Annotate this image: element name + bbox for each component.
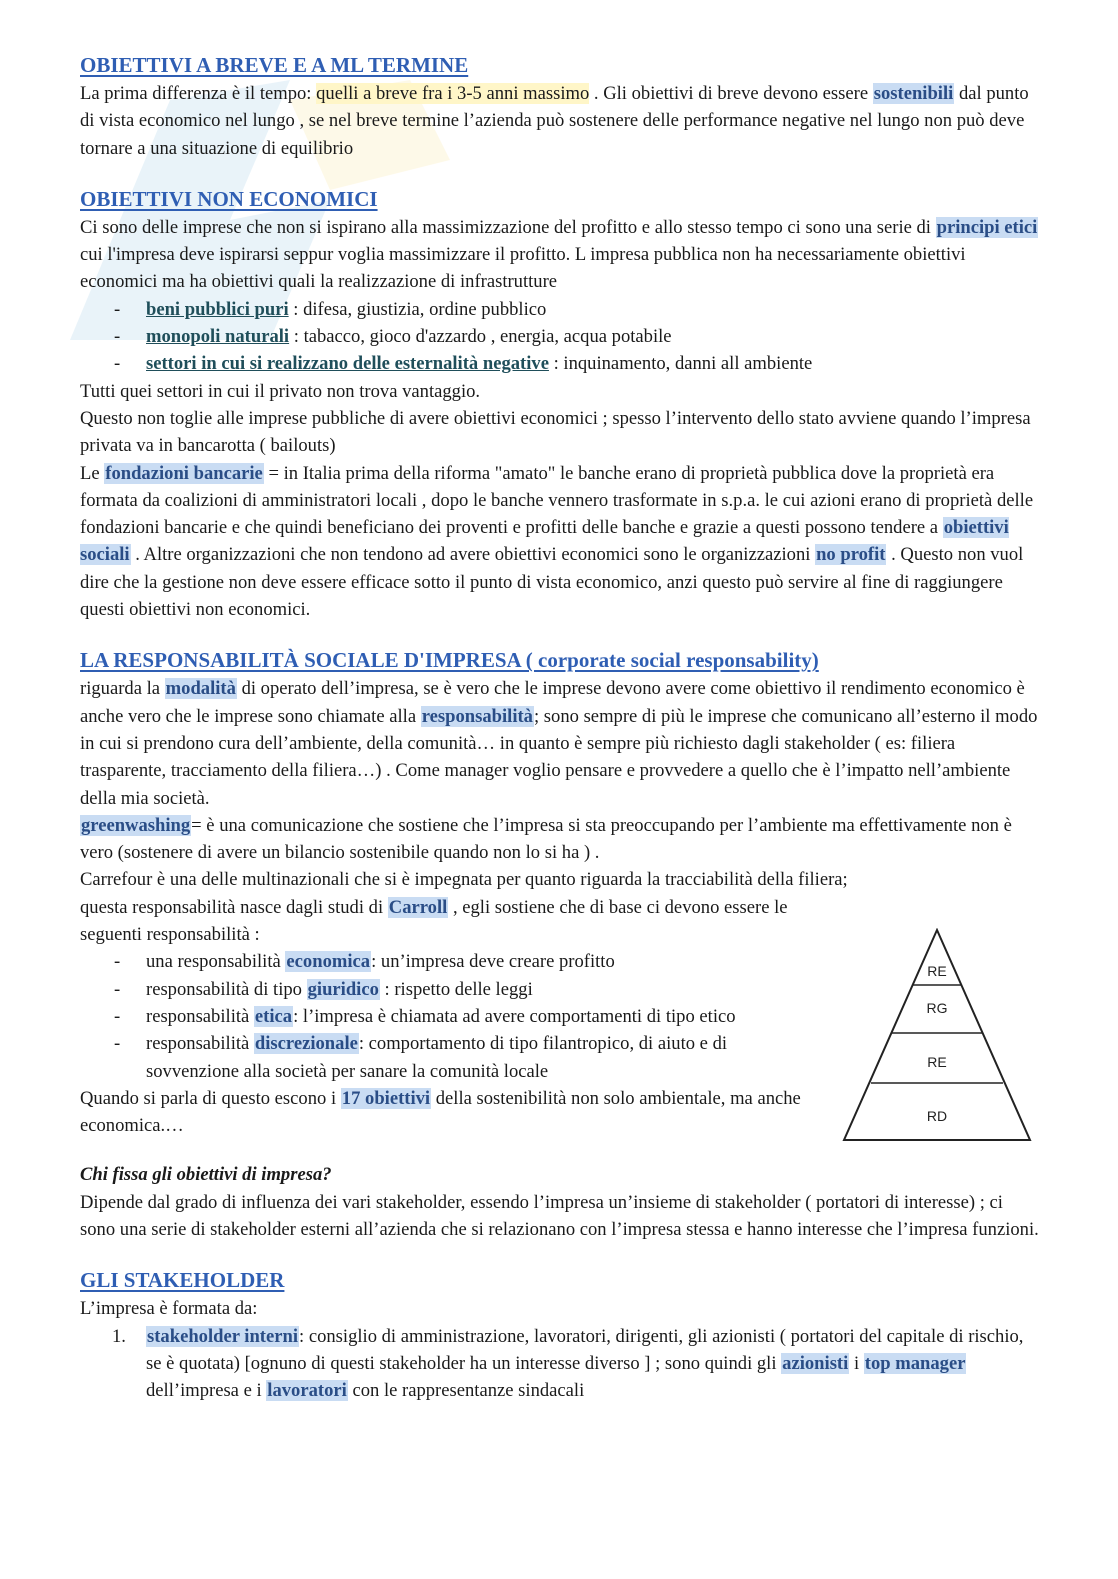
list-item: - responsabilità discrezionale: comportamento di tipo filantropico, di aiuto e di sovvenzione alla società per sanare la comunità locale: [80, 1030, 810, 1085]
carroll-pyramid-diagram: [842, 928, 1032, 1146]
heading-stakeholder: GLI STAKEHOLDER: [80, 1268, 285, 1293]
document-page: [80, 50, 1040, 1404]
paragraph-bailouts: Questo non toglie alle imprese pubbliche di avere obiettivi economici ; spesso l’intervento dello stato avviene quando l’impresa privata va in bancarotta ( bailouts): [80, 407, 1031, 457]
list-item: - settori in cui si realizzano delle esternalità negative : inquinamento, danni all ambiente: [80, 350, 1040, 377]
paragraph-carroll: questa responsabilità nasce dagli studi di Carroll , egli sostiene che di base ci devono essere le seguenti responsabilità :: [80, 896, 788, 946]
list-item: - responsabilità etica: l’impresa è chiamata ad avere comportamenti di tipo etico: [80, 1003, 810, 1030]
paragraph-vantaggio: Tutti quei settori in cui il privato non trova vantaggio.: [80, 380, 481, 402]
pyramid-label: RD: [926, 1108, 948, 1124]
paragraph-impresa-formata: L’impresa è formata da:: [80, 1298, 258, 1320]
paragraph-carrefour: Carrefour è una delle multinazionali che si è impegnata per quanto riguarda la tracciabilità della filiera;: [80, 869, 848, 891]
pyramid-label: RE: [927, 1054, 947, 1070]
heading-obiettivi-non-economici: OBIETTIVI NON ECONOMICI: [80, 186, 378, 211]
list-item: - beni pubblici puri : difesa, giustizia, ordine pubblico: [80, 296, 1040, 323]
paragraph-stakeholder-influenza: Dipende dal grado di influenza dei vari stakeholder, essendo l’impresa un’insieme di stakeholder ( portatori di interesse) ; ci sono una serie di stakeholder esterni all’azienda che si relazionano con l’impresa stessa e hanno interesse che l’impresa funzioni.: [80, 1191, 1039, 1240]
list-item: - monopoli naturali : tabacco, gioco d'azzardo , energia, acqua potabile: [80, 323, 1040, 350]
pyramid-label: RE: [927, 963, 947, 979]
list-settori-pubblici: [80, 296, 1040, 378]
paragraph-modalita: riguarda la modalità di operato dell’impresa, se è vero che le imprese devono avere come obiettivo il rendimento economico è anche vero che le imprese sono chiamate alla responsabilità; sono sempre di più le imprese che comunicano all’esterno il modo in cui si prendono cura dell’ambiente, della comunità… in quanto è sempre più richiesto dagli stakeholder ( es: filiera trasparente, tracciamento della filiera…) . Come manager voglio pensare e provvedere a quello che è l’impatto nell’ambiente della mia società.: [80, 678, 1038, 809]
heading-responsabilita-sociale: LA RESPONSABILITÀ SOCIALE D'IMPRESA ( corporate social responsability): [80, 648, 819, 673]
paragraph-17-obiettivi: Quando si parla di questo escono i 17 obiettivi della sostenibilità non solo ambientale, ma anche economica.…: [80, 1087, 801, 1137]
paragraph-principi-etici: Ci sono delle imprese che non si ispirano alla massimizzazione del profitto e allo stesso tempo ci sono una serie di principi etici cui l'impresa deve ispirarsi seppur voglia massimizzare il profitto. L impresa pubblica non ha necessariamente obiettivi economici ma ha obiettivi quali la realizzazione di infrastrutture: [80, 216, 1038, 293]
question-chi-fissa: Chi fissa gli obiettivi di impresa?: [80, 1164, 332, 1186]
paragraph-fondazioni: Le fondazioni bancarie = in Italia prima della riforma "amato" le banche erano di proprietà pubblica dove la proprietà era formata da coalizioni di amministratori locali , dopo le banche vennero trasformate in s.p.a. le cui azioni erano di proprietà delle fondazioni bancarie e che quindi beneficiano dei proventi e profitti delle banche e grazie a questi possono tendere a obiettivi sociali . Altre organizzazioni che non tendono ad avere obiettivi economici sono le organizzazioni no profit . Questo non vuol dire che la gestione non deve essere efficace sotto il punto di vista economico, anzi questo può servire al fine di raggiungere questi obiettivi non economici.: [80, 462, 1034, 621]
list-stakeholder: [80, 1323, 1040, 1405]
paragraph-tempo: La prima differenza è il tempo: quelli a breve fra i 3-5 anni massimo . Gli obiettivi di breve devono essere sostenibili dal punto di vista economico nel lungo , se nel breve termine l’azienda può sostenere delle performance negative nel lungo non può deve tornare a una situazione di equilibrio: [80, 83, 1029, 159]
list-item: 1. stakeholder interni: consiglio di amministrazione, lavoratori, dirigenti, gli azionisti ( portatori del capitale di rischio, se è quotata) [ognuno di questi stakeholder ha un interesse diverso ] ; sono quindi gli azionisti i top manager dell’impresa e i lavoratori con le rappresentanze sindacali: [112, 1325, 1024, 1402]
heading-obiettivi-breve: OBIETTIVI A BREVE E A ML TERMINE: [80, 53, 469, 77]
list-item: - una responsabilità economica: un’impresa deve creare profitto: [80, 948, 810, 975]
list-responsabilita: [80, 948, 810, 1084]
paragraph-greenwashing: greenwashing= è una comunicazione che sostiene che l’impresa si sta preoccupando per l’ambiente ma effettivamente non è vero (sostenere di avere un bilancio sostenibile quando non lo si ha ) .: [80, 814, 1012, 864]
pyramid-label: RG: [926, 1000, 948, 1016]
list-item: - responsabilità di tipo giuridico : rispetto delle leggi: [80, 976, 810, 1003]
